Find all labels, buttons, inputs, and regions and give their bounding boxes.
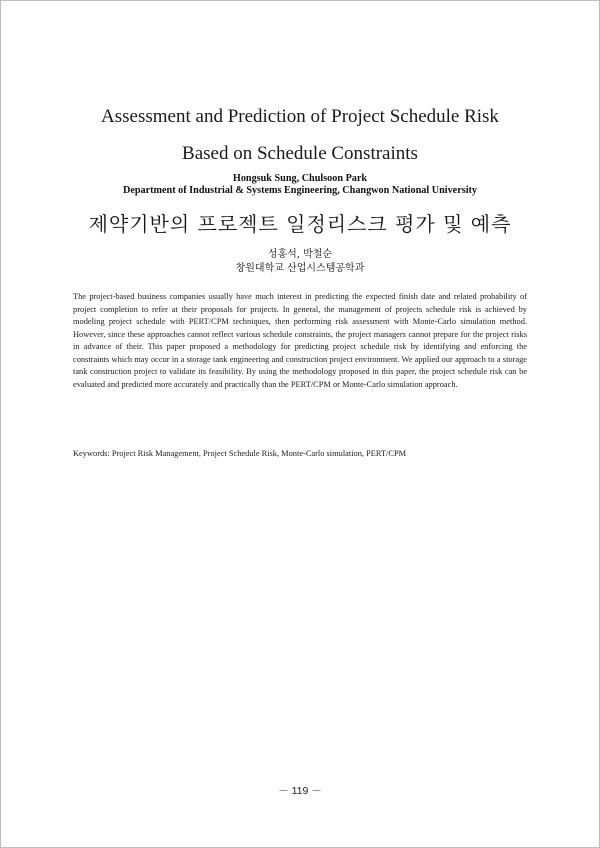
abstract-paragraph: The project-based business companies usually have much interest in predicting the expected finish date and related probability of project completion to refer at their proposals for projects. In general, the management of projects schedule risk is achieved by modeling project schedule with PERT/CPM techniques, then performing risk assessment with Monte-Carlo simulation method. However, since these approaches cannot reflect various schedule constraints, the project managers cannot prepare for the project risks in advance of their. This paper proposed a methodology for predicting project schedule risk by identifying and enforcing the constraints which may occur in a storage tank engineering and construction project environment. We applied our approach to a storage tank construction project to validate its feasibility. By using the methodology proposed in this paper, the project schedule risk can be evaluated and predicted more accurately and practically than the PERT/CPM or Monte-Carlo simulation approach.	[73, 292, 527, 389]
paper-title-english-line-1: Assessment and Prediction of Project Schedule Risk	[101, 106, 499, 127]
author-names-english: Hongsuk Sung, Chulsoon Park	[232, 173, 368, 184]
paper-title-korean: 제약기반의 프로젝트 일정리스크 평가 및 예측	[88, 212, 512, 236]
author-affiliation-english: Department of Industrial & Systems Engineering, Changwon National University	[122, 185, 478, 196]
keywords-line: Keywords: Project Risk Management, Project Schedule Risk, Monte-Carlo simulation, PERT/CPM	[73, 449, 407, 458]
paper-title-english-line-2: Based on Schedule Constraints	[182, 143, 418, 164]
page-number: － 119 －	[278, 785, 322, 797]
author-affiliation-korean: 창원대학교 산업시스템공학과	[235, 263, 365, 274]
author-names-korean: 성홍석, 박철순	[267, 249, 333, 260]
